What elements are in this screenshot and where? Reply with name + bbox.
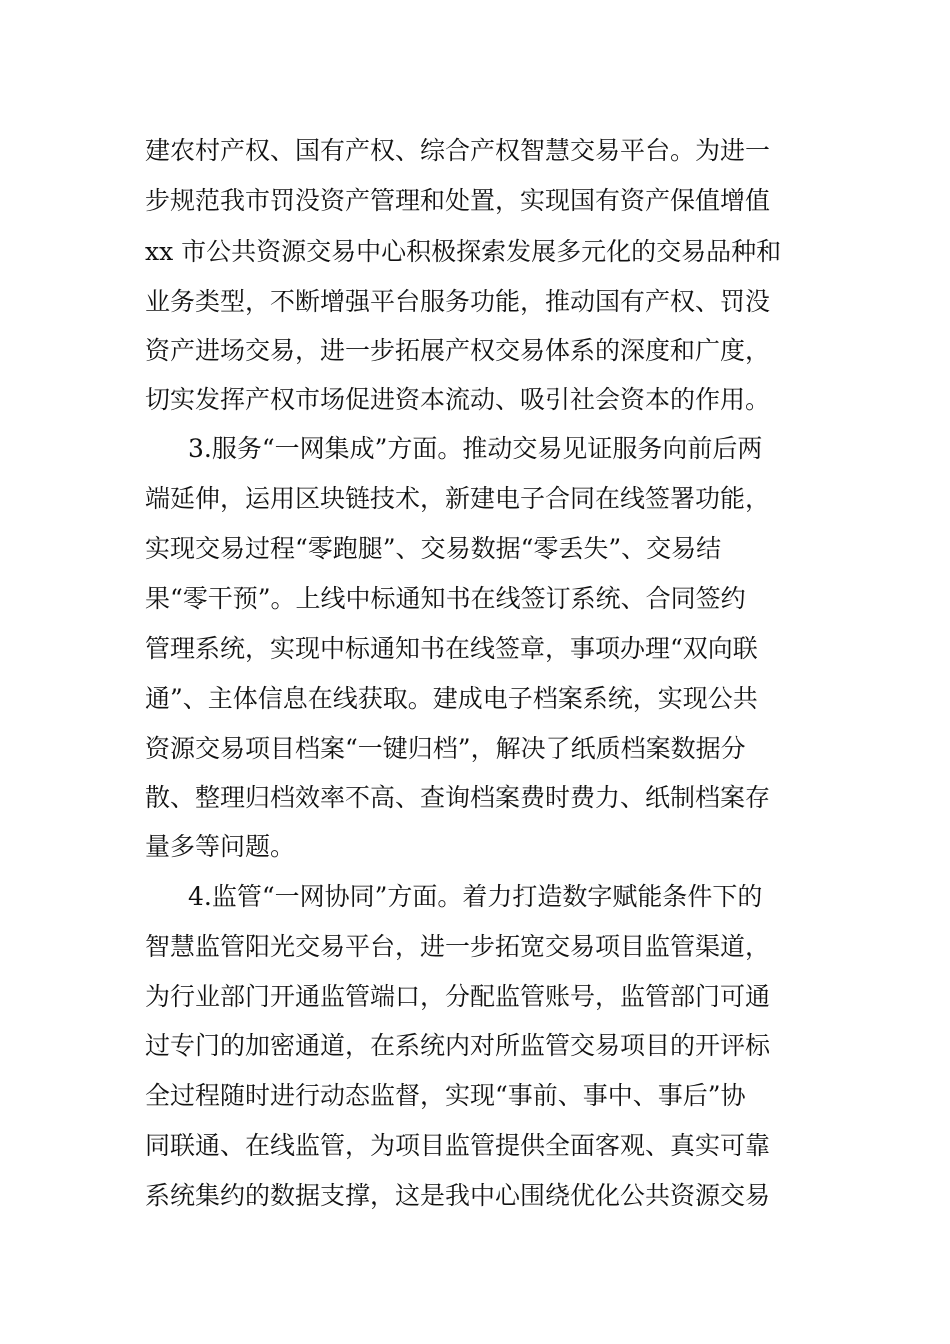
text-line: 业务类型，不断增强平台服务功能，推动国有产权、罚没	[145, 287, 771, 316]
text-line: 全过程随时进行动态监督，实现“事前、事中、事后”协	[145, 1081, 746, 1110]
text-line: 切实发挥产权市场促进资本流动、吸引社会资本的作用。	[145, 385, 771, 414]
text-line: 资产进场交易，进一步拓展产权交易体系的深度和广度，	[145, 336, 771, 365]
text-line: 管理系统，实现中标通知书在线签章，事项办理“双向联	[145, 634, 758, 663]
text-line: 实现交易过程“零跑腿”、交易数据“零丢失”、交易结	[145, 534, 722, 563]
text-line: 散、整理归档效率不高、查询档案费时费力、纸制档案存	[145, 783, 771, 812]
text-line: 系统集约的数据支撑，这是我中心围绕优化公共资源交易	[145, 1181, 771, 1210]
text-line: 果“零干预”。上线中标通知书在线签订系统、合同签约	[145, 584, 746, 613]
text-line: 资源交易项目档案“一键归档”，解决了纸质档案数据分	[145, 734, 746, 763]
text-line: 智慧监管阳光交易平台，进一步拓宽交易项目监管渠道，	[145, 932, 771, 961]
text-line: 端延伸，运用区块链技术，新建电子合同在线签署功能，	[145, 484, 771, 513]
text-line: 同联通、在线监管，为项目监管提供全面客观、真实可靠	[145, 1131, 771, 1160]
text-line: 建农村产权、国有产权、综合产权智慧交易平台。为进一	[145, 136, 771, 165]
section-heading-line: 3.服务“一网集成”方面。推动交易见证服务向前后两	[188, 434, 763, 463]
section-heading-line: 4.监管“一网协同”方面。着力打造数字赋能条件下的	[188, 882, 763, 911]
text-line: 过专门的加密通道，在系统内对所监管交易项目的开评标	[145, 1031, 771, 1060]
text-line: xx 市公共资源交易中心积极探索发展多元化的交易品种和	[145, 237, 782, 266]
text-line: 通”、主体信息在线获取。建成电子档案系统，实现公共	[145, 684, 758, 713]
text-line: 步规范我市罚没资产管理和处置，实现国有资产保值增值	[145, 186, 771, 215]
text-line: 量多等问题。	[145, 832, 296, 861]
text-line: 为行业部门开通监管端口，分配监管账号，监管部门可通	[145, 982, 771, 1011]
